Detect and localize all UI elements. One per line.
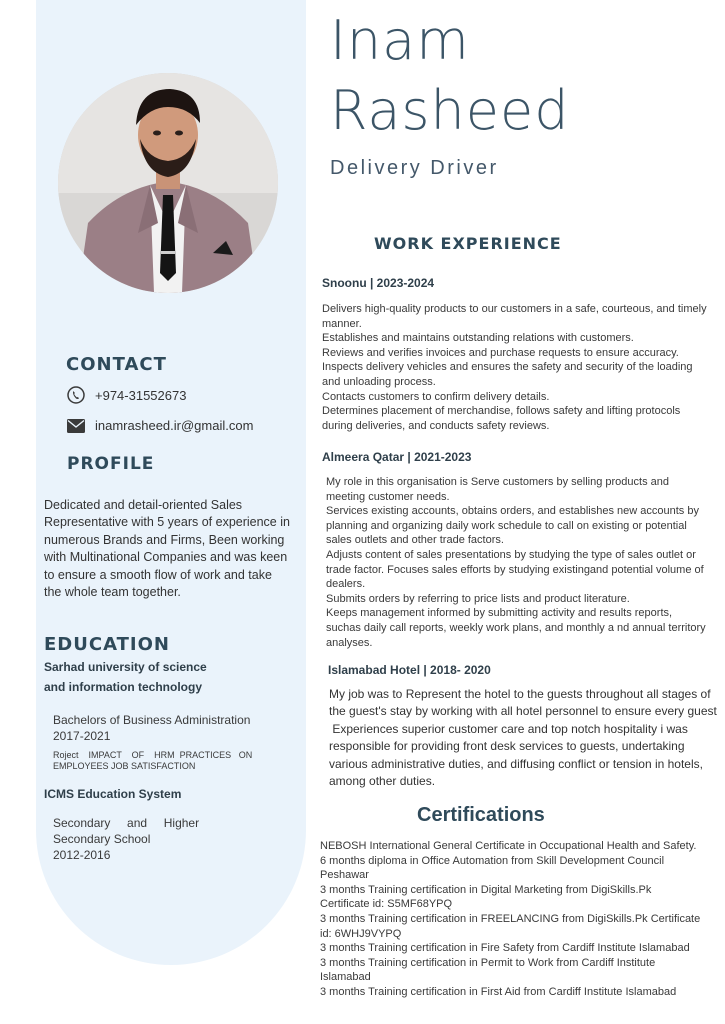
phone-number: +974-31552673 (95, 387, 187, 403)
job-title-islamabad-hotel: Islamabad Hotel | 2018- 2020 (328, 663, 491, 677)
contact-heading: CONTACT (66, 354, 167, 375)
profile-photo (58, 73, 278, 293)
job-title-snoonu: Snoonu | 2023-2024 (322, 276, 435, 290)
profile-line: with Multinational Companies and was keen (44, 550, 288, 565)
person-illustration (58, 73, 278, 293)
education-degree-1: Bachelors of Business Administration 2017-2021 (53, 713, 251, 743)
education-school-1: Sarhad university of science and information technology (44, 660, 207, 694)
first-name: Inam (330, 9, 470, 72)
profile-line: Dedicated and detail-oriented Sales (44, 498, 243, 512)
profile-line: numerous Brands and Firms, Been working (44, 532, 285, 547)
job-description-almeera: My role in this organisation is Serve customers by selling products and meeting customer needs. Services existing accounts, obtains orders, and establishes new accounts by planning and organizing daily work schedule to call on existing or potential sales outlets and other trade factors. Adjusts content of sales presentations by studying the type of sales outlet or trade factor. Focuses sales efforts by studying existingand potential volume of dealers. Submits orders by referring to price lists and product literature. Keeps management informed by submitting activity and results reports, suchas daily call reports, weekly work plans, and monthly a nd annual territory analyses. (326, 476, 706, 649)
education-heading: EDUCATION (44, 634, 170, 655)
certifications-heading: Certifications (417, 804, 545, 826)
job-description-snoonu: Delivers high-quality products to our customers in a safe, courteous, and timely manner. Establishes and maintains outstanding relations with customers. Reviews and verifies invoices and purchase requests to ensure accuracy. Inspects delivery vehicles and ensures the safety and security of the loading and unloading process. Contacts customers to confirm delivery details. Determines placement of merchandise, follows safety and lifting protocols during deliveries, and conducts safety reviews. (322, 303, 707, 432)
certifications-list: NEBOSH International General Certificate in Occupational Health and Safety. 6 months diploma in Office Automation from Skill Development Council Peshawar 3 months Training certification in Digital Marketing from DigiSkills.Pk Certificate id: S5MF68YPQ 3 months Training certification in FREELANCING from DigiSkills.Pk Certificate id: 6WHJ9VYPQ 3 months Training certification in Fire Safety from Cardiff Institute Islamabad 3 months Training certification in Permit to Work from Cardiff Institute Islamabad 3 months Training certification in First Aid from Cardiff Institute Islamabad (320, 840, 701, 998)
job-title-almeera: Almeera Qatar | 2021-2023 (322, 450, 472, 464)
phone-icon (66, 386, 86, 404)
email-address: inamrasheed.ir@gmail.com (95, 418, 254, 433)
education-project: Roject IMPACT OF HRM PRACTICES ON EMPLOYEES JOB SATISFACTION (53, 750, 253, 771)
profile-line: Representative with 5 years of experience in (44, 515, 290, 530)
education-degree-2: Secondary and Higher Secondary School 2012-2016 (53, 816, 200, 862)
job-title: Delivery Driver (330, 157, 499, 179)
email-icon (66, 419, 86, 433)
profile-line: to ensure a smooth flow of work and take (44, 567, 272, 582)
job-description-islamabad-hotel: My job was to Represent the hotel to the guests throughout all stages of the guest's stay by working with all hotel personnel to ensure every guest Experiences superior customer care and top notch hospitality i was responsible for providing front desk services to guests, undertaking various administrative duties, and diffusing conflict or tension in hotels, among other duties. (329, 687, 717, 789)
work-experience-heading: WORK EXPERIENCE (374, 234, 562, 253)
contact-phone-row (66, 386, 186, 404)
education-school-2: ICMS Education System (44, 787, 182, 801)
last-name: Rasheed (330, 79, 570, 142)
profile-summary (44, 497, 290, 601)
contact-email-row (66, 418, 253, 433)
profile-heading: PROFILE (67, 454, 155, 474)
profile-line: the whole team together. (44, 585, 181, 600)
